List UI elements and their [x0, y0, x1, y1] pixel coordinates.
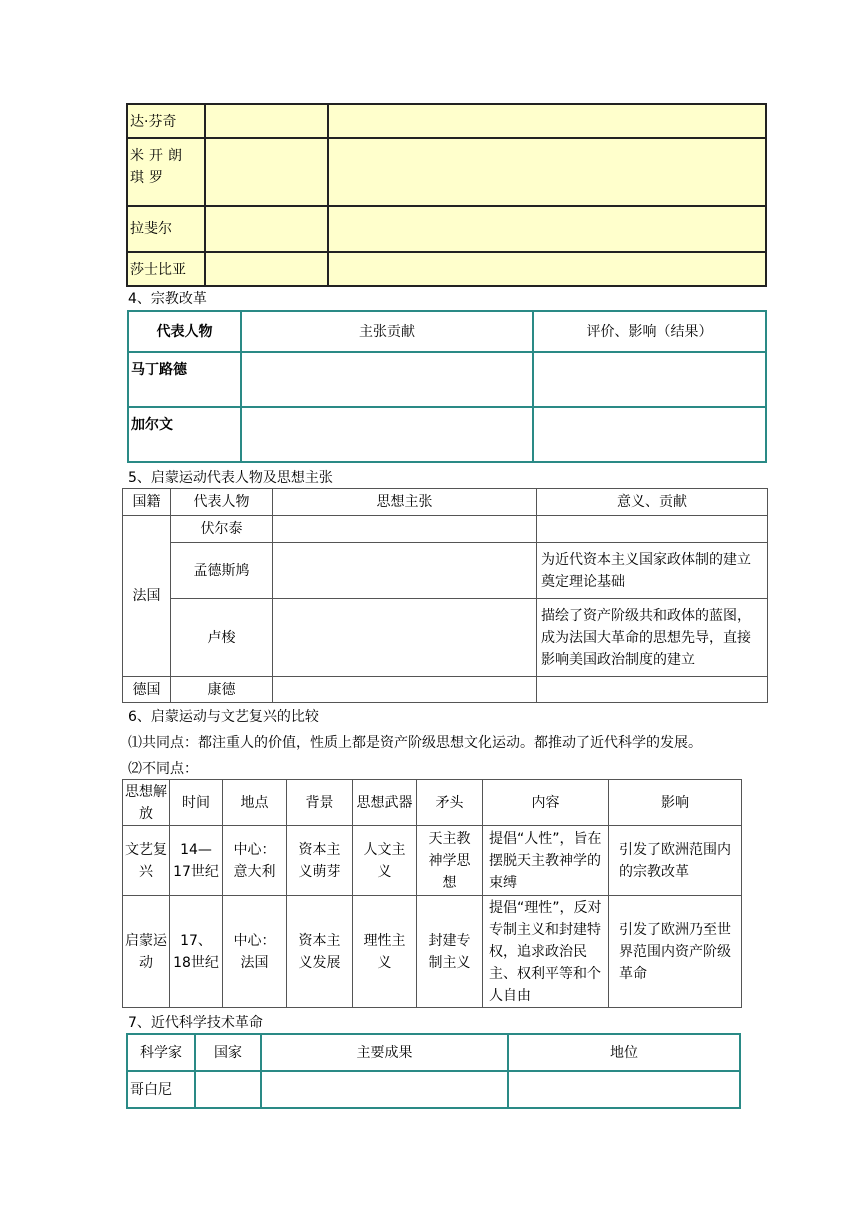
comparison-table [122, 779, 742, 1008]
table-cell [195, 1071, 261, 1108]
differences-label: ⑵不同点： [128, 761, 198, 777]
column-header: 思想武器 [353, 780, 417, 826]
table-row [127, 206, 766, 252]
table-row [123, 826, 742, 896]
table-row [128, 407, 766, 462]
column-header: 影响 [609, 780, 742, 826]
table-row [123, 543, 768, 599]
column-header: 科学家 [127, 1034, 195, 1071]
table-row [123, 896, 742, 1008]
table-cell [328, 206, 766, 252]
country-cell: 德国 [123, 677, 171, 703]
content-cell: 提倡“人性”，旨在摆脱天主教神学的束缚 [483, 826, 609, 896]
column-header: 国家 [195, 1034, 261, 1071]
table-row [123, 516, 768, 543]
column-header: 矛头 [417, 780, 483, 826]
table-cell [205, 104, 328, 138]
figure-name: 米开朗琪罗 [127, 138, 205, 206]
country-cell: 法国 [123, 516, 171, 677]
column-header: 时间 [170, 780, 223, 826]
table-cell [205, 252, 328, 286]
table-cell [273, 543, 537, 599]
column-header: 思想解放 [123, 780, 170, 826]
table-header-row [128, 311, 766, 352]
table-header-row [123, 489, 768, 516]
place-cell: 中心：法国 [223, 896, 287, 1008]
movement-cell: 文艺复兴 [123, 826, 170, 896]
column-header: 代表人物 [128, 311, 241, 352]
table-row [128, 352, 766, 407]
time-cell: 14—17世纪 [170, 826, 223, 896]
figure-name: 孟德斯鸠 [171, 543, 273, 599]
figure-name: 卢梭 [171, 599, 273, 677]
section-heading: 5、启蒙运动代表人物及思想主张 [128, 470, 333, 486]
impact-cell: 引发了欧洲范围内的宗教改革 [609, 826, 742, 896]
impact-cell: 引发了欧洲乃至世界范围内资产阶级革命 [609, 896, 742, 1008]
significance-cell [537, 516, 768, 543]
figure-name: 达·芬奇 [127, 104, 205, 138]
table-cell [328, 138, 766, 206]
content-cell: 提倡“理性”，反对专制主义和封建特权，追求政治民主、权利平等和个人自由 [483, 896, 609, 1008]
column-header: 背景 [287, 780, 353, 826]
table-cell [533, 407, 766, 462]
table-cell [273, 599, 537, 677]
table-cell [533, 352, 766, 407]
column-header: 主要成果 [261, 1034, 508, 1071]
section-heading: 6、启蒙运动与文艺复兴的比较 [128, 709, 319, 725]
background-cell: 资本主义萌芽 [287, 826, 353, 896]
significance-cell: 为近代资本主义国家政体制的建立奠定理论基础 [537, 543, 768, 599]
column-header: 地点 [223, 780, 287, 826]
table-row [127, 104, 766, 138]
section-heading: 4、宗教改革 [128, 291, 207, 307]
weapon-cell: 人文主义 [353, 826, 417, 896]
table-row [127, 1071, 740, 1108]
time-cell: 17、18世纪 [170, 896, 223, 1008]
column-header: 国籍 [123, 489, 171, 516]
weapon-cell: 理性主义 [353, 896, 417, 1008]
table-cell [241, 352, 533, 407]
target-cell: 封建专制主义 [417, 896, 483, 1008]
column-header: 思想主张 [273, 489, 537, 516]
table-row [123, 599, 768, 677]
table-cell [273, 677, 537, 703]
column-header: 代表人物 [171, 489, 273, 516]
background-cell: 资本主义发展 [287, 896, 353, 1008]
significance-cell [537, 677, 768, 703]
renaissance-figures-table [126, 103, 767, 287]
figure-name: 莎士比亚 [127, 252, 205, 286]
table-cell [328, 252, 766, 286]
significance-cell: 描绘了资产阶级共和政体的蓝图，成为法国大革命的思想先导，直接影响美国政治制度的建立 [537, 599, 768, 677]
enlightenment-table [122, 488, 768, 703]
figure-name: 哥白尼 [127, 1071, 195, 1108]
place-cell: 中心：意大利 [223, 826, 287, 896]
similarities-text: ⑴共同点：都注重人的价值，性质上都是资产阶级思想文化运动。都推动了近代科学的发展。 [128, 735, 702, 751]
column-header: 评价、影响（结果） [533, 311, 766, 352]
table-row [127, 252, 766, 286]
table-cell [508, 1071, 740, 1108]
column-header: 地位 [508, 1034, 740, 1071]
table-header-row [123, 780, 742, 826]
figure-name: 加尔文 [128, 407, 241, 462]
section-heading: 7、近代科学技术革命 [128, 1015, 263, 1031]
figure-name: 马丁路德 [128, 352, 241, 407]
figure-name: 伏尔泰 [171, 516, 273, 543]
figure-name: 拉斐尔 [127, 206, 205, 252]
target-cell: 天主教神学思想 [417, 826, 483, 896]
movement-cell: 启蒙运动 [123, 896, 170, 1008]
table-cell [241, 407, 533, 462]
table-cell [273, 516, 537, 543]
table-header-row [127, 1034, 740, 1071]
figure-name: 康德 [171, 677, 273, 703]
reformation-table [127, 310, 767, 463]
table-cell [205, 138, 328, 206]
column-header: 意义、贡献 [537, 489, 768, 516]
table-row [123, 677, 768, 703]
table-cell [328, 104, 766, 138]
table-cell [261, 1071, 508, 1108]
table-row [127, 138, 766, 206]
column-header: 内容 [483, 780, 609, 826]
table-cell [205, 206, 328, 252]
column-header: 主张贡献 [241, 311, 533, 352]
science-revolution-table [126, 1033, 741, 1109]
